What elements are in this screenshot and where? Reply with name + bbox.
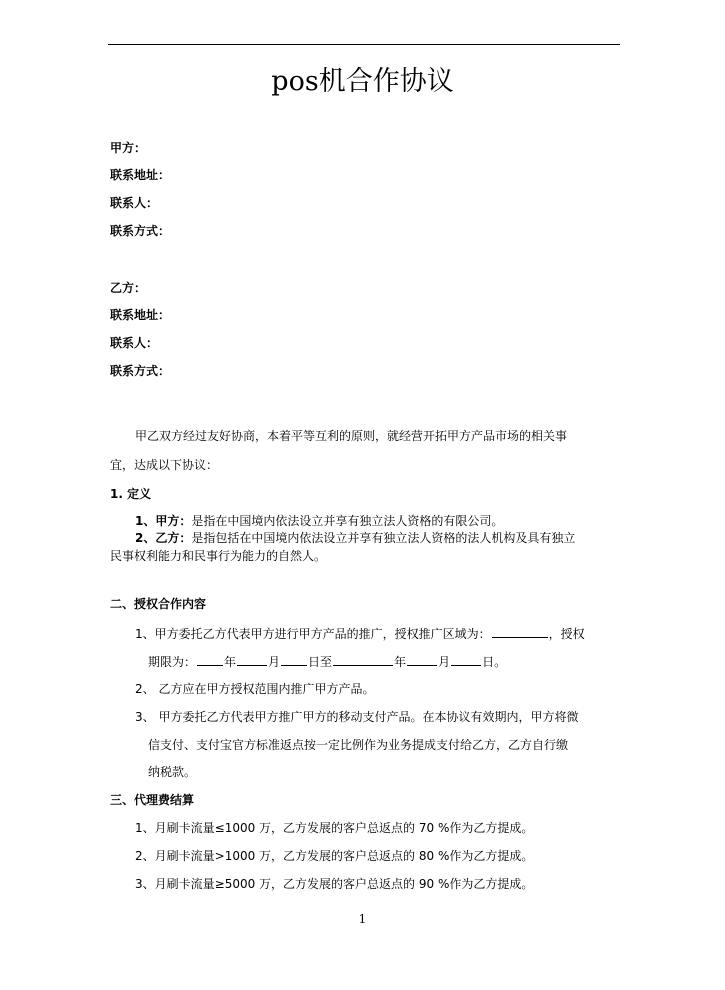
authorization-item-1-tail: ，授权 bbox=[548, 627, 585, 641]
party-a-address: 联系地址： bbox=[110, 168, 171, 182]
document-title: pos机合作协议 bbox=[271, 66, 454, 97]
start-month-unit: 月 bbox=[268, 655, 281, 669]
party-b-label: 乙方： bbox=[110, 281, 147, 295]
authorization-item-1-text: 1、甲方委托乙方代表甲方进行甲方产品的推广，授权推广区域为： bbox=[135, 627, 491, 641]
party-a-label: 甲方： bbox=[110, 141, 147, 155]
end-month-blank bbox=[407, 653, 437, 666]
region-blank bbox=[492, 625, 548, 638]
page-number: 1 bbox=[358, 912, 367, 926]
party-b-contact: 联系人： bbox=[110, 336, 159, 350]
authorization-item-3-cont-2: 纳税款。 bbox=[148, 765, 197, 779]
intro-line-1: 甲乙双方经过友好协商，本着平等互利的原则，就经营开拓甲方产品市场的相关事 bbox=[135, 429, 568, 443]
section-2-heading: 二、授权合作内容 bbox=[110, 597, 207, 611]
end-day-unit: 日。 bbox=[482, 655, 507, 669]
authorization-item-3-cont-1: 信支付、支付宝官方标准返点按一定比例作为业务提成支付给乙方，乙方自行缴 bbox=[148, 738, 569, 752]
definition-item-2 bbox=[135, 530, 575, 546]
end-year-unit: 年 bbox=[394, 655, 407, 669]
period-label: 期限为： bbox=[148, 655, 197, 669]
commission-item-3: 3、月刷卡流量≥5000 万，乙方发展的客户总返点的 90 %作为乙方提成。 bbox=[135, 877, 534, 891]
party-b-address: 联系地址： bbox=[110, 308, 171, 322]
end-year-blank bbox=[333, 653, 393, 666]
start-year-blank bbox=[197, 653, 223, 666]
start-day-unit: 日至 bbox=[308, 655, 333, 669]
authorization-item-3: 3、 甲方委托乙方代表甲方推广甲方的移动支付产品。在本协议有效期内，甲方将微 bbox=[135, 710, 579, 724]
definition-term-2: 2、乙方： bbox=[135, 531, 192, 545]
definition-term-1: 1、甲方： bbox=[135, 514, 192, 528]
definition-item-1 bbox=[135, 513, 503, 529]
header-rule bbox=[108, 44, 620, 45]
intro-line-2: 宜，达成以下协议： bbox=[110, 458, 219, 472]
end-month-unit: 月 bbox=[438, 655, 451, 669]
authorization-item-2: 2、 乙方应在甲方授权范围内推广甲方产品。 bbox=[135, 682, 375, 696]
authorization-period bbox=[148, 653, 506, 670]
party-a-contact: 联系人： bbox=[110, 196, 159, 210]
definition-text-2: 是指包括在中国境内依法设立并享有独立法人资格的法人机构及具有独立 bbox=[191, 531, 576, 545]
commission-item-2: 2、月刷卡流量>1000 万，乙方发展的客户总返点的 80 %作为乙方提成。 bbox=[135, 849, 534, 863]
start-year-unit: 年 bbox=[224, 655, 237, 669]
section-1-heading: 1. 定义 bbox=[110, 487, 152, 501]
commission-item-1: 1、月刷卡流量≤1000 万，乙方发展的客户总返点的 70 %作为乙方提成。 bbox=[135, 821, 534, 835]
end-day-blank bbox=[451, 653, 481, 666]
definition-item-2-cont: 民事权利能力和民事行为能力的自然人。 bbox=[110, 549, 327, 563]
party-b-method: 联系方式： bbox=[110, 364, 171, 378]
start-month-blank bbox=[237, 653, 267, 666]
definition-text-1: 是指在中国境内依法设立并享有独立法人资格的有限公司。 bbox=[191, 514, 504, 528]
section-3-heading: 三、代理费结算 bbox=[110, 793, 195, 807]
authorization-item-1 bbox=[135, 625, 585, 642]
start-day-blank bbox=[281, 653, 307, 666]
party-a-method: 联系方式： bbox=[110, 224, 171, 238]
